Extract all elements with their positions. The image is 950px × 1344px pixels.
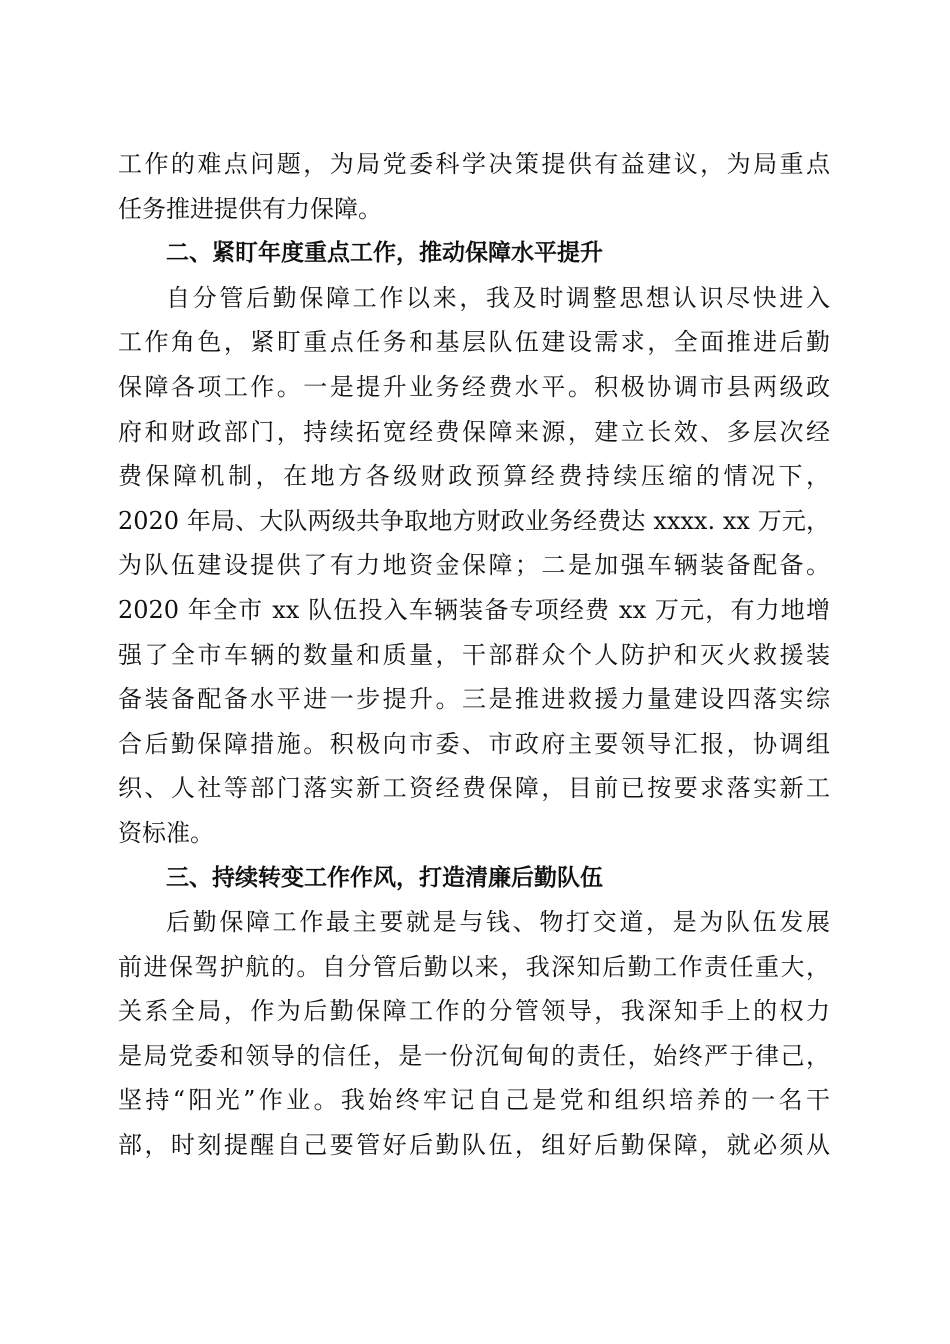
text-line: 工作的难点问题，为局党委科学决策提供有益建议，为局重点 [118,150,830,178]
text-line: 织、人社等部门落实新工资经费保障，目前已按要求落实新工 [118,774,830,803]
paragraph-continuation [118,142,830,231]
text-line: 是局党委和领导的信任，是一份沉甸甸的责任，始终严于律己， [118,1041,830,1070]
text-line: 为队伍建设提供了有力地资金保障；二是加强车辆装备配备。 [118,551,830,580]
text-line: 2020 年局、大队两级共争取地方财政业务经费达 xxxx. xx 万元， [118,506,830,535]
text-line: 自分管后勤保障工作以来，我及时调整思想认识尽快进入 [166,283,830,312]
text-line: 强了全市车辆的数量和质量，干部群众个人防护和灭火救援装 [118,640,830,669]
text-line: 工作角色，紧盯重点任务和基层队伍建设需求，全面推进后勤 [118,328,830,357]
text-line: 2020 年全市 xx 队伍投入车辆装备专项经费 xx 万元，有力地增 [118,595,830,624]
text-line: 费保障机制，在地方各级财政预算经费持续压缩的情况下， [118,462,830,491]
document-body [118,142,830,1168]
text-line: 任务推进提供有力保障。 [118,194,382,223]
text-line: 资标准。 [118,818,214,847]
text-line: 府和财政部门，持续拓宽经费保障来源，建立长效、多层次经 [118,417,830,446]
section-heading-2: 二、紧盯年度重点工作，推动保障水平提升 [166,240,603,267]
text-line: 部，时刻提醒自己要管好后勤队伍，组好后勤保障，就必须从 [118,1131,830,1160]
text-line: 保障各项工作。一是提升业务经费水平。积极协调市县两级政 [118,372,830,401]
paragraph-section-2 [118,276,830,856]
text-line: 坚持“阳光”作业。我始终牢记自己是党和组织培养的一名干 [118,1086,830,1115]
paragraph-section-3 [118,900,830,1168]
text-line: 前进保驾护航的。自分管后勤以来，我深知后勤工作责任重大， [118,952,830,981]
section-heading-3: 三、持续转变工作作风，打造清廉后勤队伍 [166,864,603,891]
text-line: 后勤保障工作最主要就是与钱、物打交道，是为队伍发展 [166,908,830,937]
text-line: 合后勤保障措施。积极向市委、市政府主要领导汇报，协调组 [118,729,830,758]
text-line: 关系全局，作为后勤保障工作的分管领导，我深知手上的权力 [118,997,830,1026]
text-line: 备装备配备水平进一步提升。三是推进救援力量建设四落实综 [118,685,830,714]
